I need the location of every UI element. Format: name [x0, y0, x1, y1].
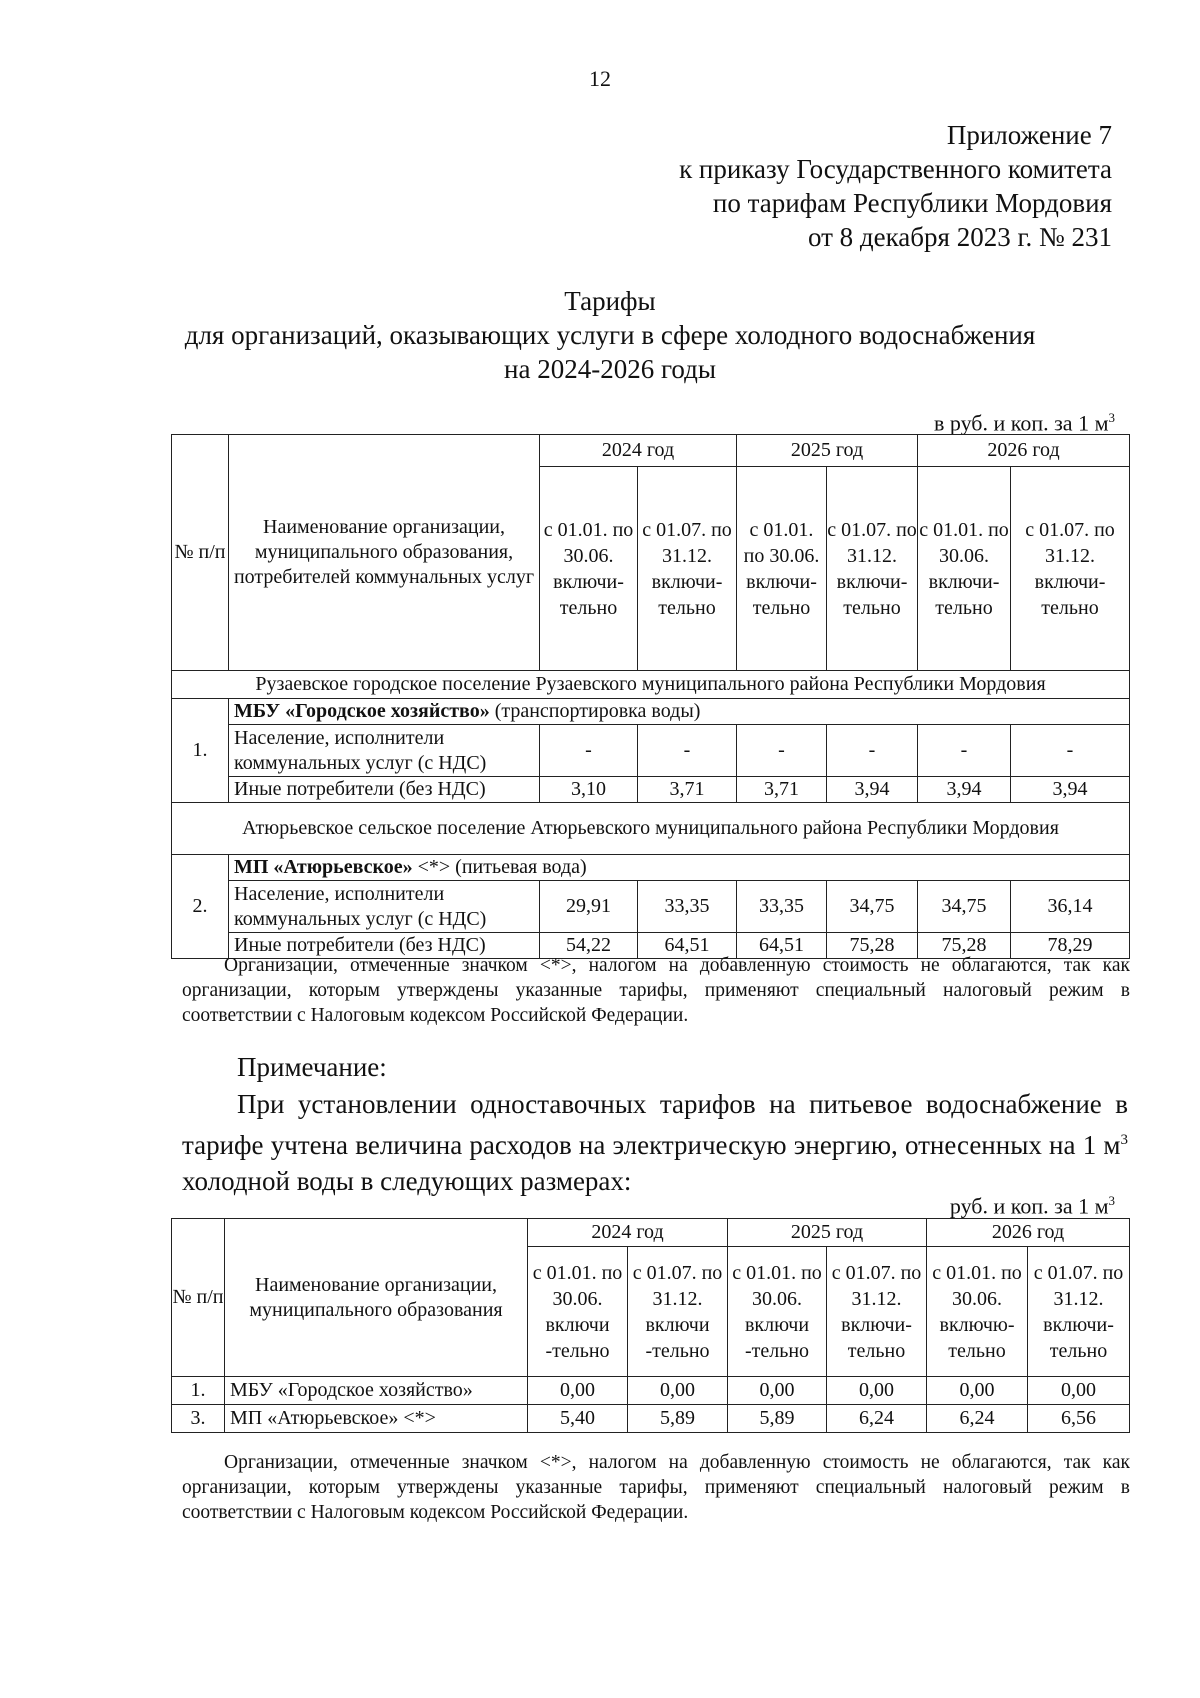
consumer-label: Иные потребители (без НДС)	[229, 933, 540, 959]
tariff-value: 33,35	[737, 881, 827, 933]
period-header: с 01.07. по 31.12. включи-тельно	[827, 467, 918, 671]
period-header: с 01.07. по 31.12. включи-тельно	[638, 467, 737, 671]
period-header: с 01.01. по 30.06. включи -тельно	[728, 1247, 827, 1377]
tariff-value: 34,75	[918, 881, 1011, 933]
tariff-value: -	[737, 725, 827, 777]
year-header: 2026 год	[918, 435, 1130, 467]
tariff-value: 3,71	[737, 777, 827, 803]
tariff-value: 3,94	[827, 777, 918, 803]
cost-value: 0,00	[628, 1377, 728, 1405]
row-number: 2.	[172, 855, 229, 959]
period-header: с 01.07. по 31.12. включи-тельно	[1011, 467, 1130, 671]
period-header: с 01.01. по 30.06. включи-тельно	[540, 467, 638, 671]
tariff-value: -	[1011, 725, 1130, 777]
period-header: с 01.07. по 31.12. включи-тельно	[1028, 1247, 1130, 1377]
cost-value: 0,00	[528, 1377, 628, 1405]
table1-unit: в руб. и коп. за 1 $м^3$	[934, 410, 1115, 436]
title-line: для организаций, оказывающих услуги в сфере холодного водоснабжения	[184, 320, 1036, 350]
cost-value: 6,24	[827, 1405, 927, 1433]
title-line: на 2024-2026 годы	[504, 354, 716, 384]
tariff-value: 34,75	[827, 881, 918, 933]
tariff-value: 3,94	[918, 777, 1011, 803]
col-num-header: № п/п	[172, 1219, 225, 1377]
table2-unit: руб. и коп. за 1 $м^3$	[949, 1193, 1115, 1219]
tariff-value: -	[918, 725, 1011, 777]
note-label: Примечание:	[237, 1052, 387, 1082]
cost-value: 5,89	[628, 1405, 728, 1433]
tariff-value: 3,10	[540, 777, 638, 803]
tariff-value: 64,51	[737, 933, 827, 959]
vat-footnote: Организации, отмеченные значком <*>, налогом на добавленную стоимость не облагаются, так как организации, которым утверждены указанные тарифы, применяют специальный налоговый режим в соответствии с Налоговым кодексом Российской Федерации.	[182, 955, 1130, 1026]
org-name: МП «Атюрьевское»	[234, 856, 413, 878]
region-row: Рузаевское городское поселение Рузаевского муниципального района Республики Мордовия	[172, 671, 1130, 699]
row-number: 1.	[172, 699, 229, 803]
org-row	[229, 699, 1130, 725]
org-name: МБУ «Городское хозяйство»	[225, 1377, 528, 1405]
consumer-label: Иные потребители (без НДС)	[229, 777, 540, 803]
year-header: 2026 год	[927, 1219, 1130, 1247]
org-name: МП «Атюрьевское» <*>	[225, 1405, 528, 1433]
tariff-value: 3,71	[638, 777, 737, 803]
cost-value: 0,00	[728, 1377, 827, 1405]
document-title	[140, 284, 1080, 386]
tariff-value: 3,94	[1011, 777, 1130, 803]
period-header: с 01.01. по 30.06. включи-тельно	[737, 467, 827, 671]
period-header: с 01.07. по 31.12. включи -тельно	[628, 1247, 728, 1377]
org-note: (транспортировка воды)	[489, 700, 701, 722]
note-text: При установлении одноставочных тарифов на питьевое водоснабжение в тарифе учтена величина расходов на электрическую энергию, отнесенных на 1 $м^3$ холодной воды в следующих размерах:	[182, 1089, 1128, 1196]
cost-value: 6,24	[927, 1405, 1028, 1433]
tariff-value: -	[827, 725, 918, 777]
consumer-label: Население, исполнители коммунальных услуг (с НДС)	[229, 725, 540, 777]
row-number: 3.	[172, 1405, 225, 1433]
tariff-table	[171, 434, 1130, 959]
cost-value: 6,56	[1028, 1405, 1130, 1433]
tariff-value: 78,29	[1011, 933, 1130, 959]
org-row	[229, 855, 1130, 881]
tariff-value: 75,28	[827, 933, 918, 959]
cost-value: 0,00	[827, 1377, 927, 1405]
tariff-value: 33,35	[638, 881, 737, 933]
appendix-line: от 8 декабря 2023 г. № 231	[807, 222, 1112, 252]
col-name-header: Наименование организации, муниципального образования, потребителей коммунальных услуг	[229, 435, 540, 671]
tariff-value: 54,22	[540, 933, 638, 959]
page-number: 12	[589, 66, 611, 91]
row-number: 1.	[172, 1377, 225, 1405]
period-header: с 01.01. по 30.06. включи -тельно	[528, 1247, 628, 1377]
consumer-label: Население, исполнители коммунальных услуг (с НДС)	[229, 881, 540, 933]
col-num-header: № п/п	[172, 435, 229, 671]
appendix-line: по тарифам Республики Мордовия	[712, 188, 1112, 218]
electricity-table	[171, 1218, 1130, 1433]
year-header: 2024 год	[528, 1219, 728, 1247]
col-name-header: Наименование организации, муниципального образования	[225, 1219, 528, 1377]
tariff-value: 36,14	[1011, 881, 1130, 933]
period-header: с 01.07. по 31.12. включи-тельно	[827, 1247, 927, 1377]
title-line: Тарифы	[564, 286, 656, 316]
year-header: 2025 год	[728, 1219, 927, 1247]
cost-value: 0,00	[927, 1377, 1028, 1405]
year-header: 2025 год	[737, 435, 918, 467]
cost-value: 5,89	[728, 1405, 827, 1433]
cost-value: 5,40	[528, 1405, 628, 1433]
org-name: МБУ «Городское хозяйство»	[234, 700, 490, 722]
org-note: <*> (питьевая вода)	[412, 856, 587, 878]
tariff-value: -	[638, 725, 737, 777]
tariff-value: 75,28	[918, 933, 1011, 959]
vat-footnote-2: Организации, отмеченные значком <*>, налогом на добавленную стоимость не облагаются, так как организации, которым утверждены указанные тарифы, применяют специальный налоговый режим в соответствии с Налоговым кодексом Российской Федерации.	[182, 1452, 1130, 1523]
region-row: Атюрьевское сельское поселение Атюрьевского муниципального района Республики Мордовия	[172, 803, 1130, 855]
cost-value: 0,00	[1028, 1377, 1130, 1405]
tariff-value: -	[540, 725, 638, 777]
tariff-value: 64,51	[638, 933, 737, 959]
period-header: с 01.01. по 30.06. включю-тельно	[927, 1247, 1028, 1377]
tariff-value: 29,91	[540, 881, 638, 933]
period-header: с 01.01. по 30.06. включи-тельно	[918, 467, 1011, 671]
appendix-header	[679, 118, 1112, 254]
year-header: 2024 год	[540, 435, 737, 467]
appendix-line: Приложение 7	[946, 120, 1112, 150]
appendix-line: к приказу Государственного комитета	[679, 154, 1112, 184]
